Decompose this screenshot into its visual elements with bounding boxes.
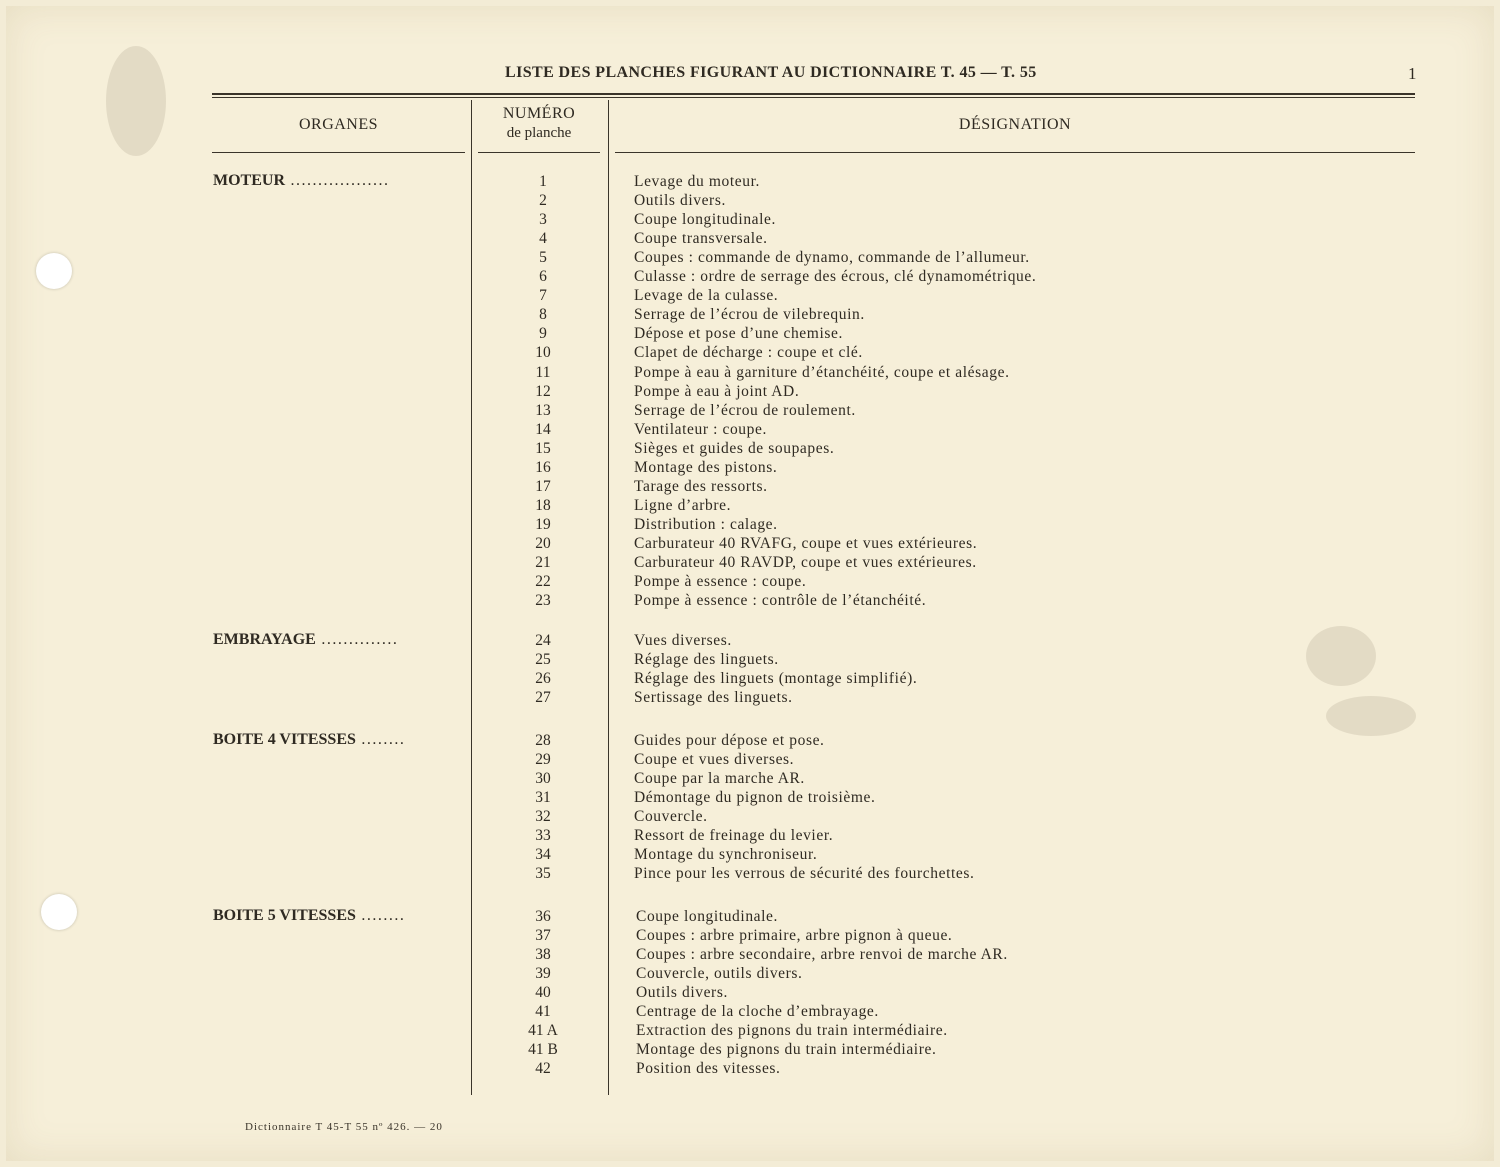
section-label: MOTEUR xyxy=(213,172,285,189)
planche-designation: Coupe longitudinale. xyxy=(634,211,777,229)
header-bottom-rule xyxy=(478,152,600,153)
planche-designation: Levage de la culasse. xyxy=(634,287,779,305)
header-rule-thin xyxy=(212,97,1415,98)
planche-number: 3 xyxy=(539,211,547,229)
planche-number: 13 xyxy=(535,401,551,419)
header-bottom-rule xyxy=(615,152,1415,153)
planche-designation: Outils divers. xyxy=(636,984,728,1002)
planche-designation: Ventilateur : coupe. xyxy=(634,420,767,438)
planche-number: 9 xyxy=(539,325,547,343)
planche-number: 15 xyxy=(535,439,551,457)
punch-hole-bottom xyxy=(41,894,77,930)
column-header-designation: DÉSIGNATION xyxy=(958,116,1072,133)
column-header-organes: ORGANES xyxy=(298,116,379,133)
leader-dots: .............. xyxy=(315,631,399,648)
planche-designation: Clapet de décharge : coupe et clé. xyxy=(634,344,863,362)
planche-designation: Pince pour les verrous de sécurité des fourchettes. xyxy=(634,865,975,883)
planche-designation: Levage du moteur. xyxy=(634,173,760,190)
planche-number: 16 xyxy=(535,458,551,476)
planche-designation: Montage des pignons du train intermédiaire. xyxy=(636,1041,937,1059)
planche-designation: Outils divers. xyxy=(634,192,726,210)
planche-number: 7 xyxy=(539,287,547,305)
age-stain xyxy=(1326,696,1416,736)
planche-number: 36 xyxy=(535,908,551,925)
planche-designation: Coupes : arbre primaire, arbre pignon à queue. xyxy=(636,927,953,945)
section-name xyxy=(213,631,463,649)
column-divider xyxy=(608,100,609,1095)
planche-number: 42 xyxy=(535,1060,551,1078)
planche-designation: Centrage de la cloche d’embrayage. xyxy=(636,1003,879,1021)
section-label: BOITE 4 VITESSES xyxy=(213,731,356,748)
planche-designation: Carburateur 40 RVAFG, coupe et vues extérieures. xyxy=(634,534,978,552)
planche-designation: Extraction des pignons du train intermédiaire. xyxy=(636,1022,948,1040)
planche-designation: Position des vitesses. xyxy=(636,1060,781,1078)
column-divider xyxy=(471,100,472,1095)
planche-number: 20 xyxy=(535,534,551,552)
planche-number: 24 xyxy=(535,632,551,649)
planche-designation: Carburateur 40 RAVDP, coupe et vues extérieures. xyxy=(634,554,977,571)
planche-designation: Pompe à essence : contrôle de l’étanchéité. xyxy=(634,592,927,610)
planche-number: 5 xyxy=(539,249,547,267)
planche-designation: Sièges et guides de soupapes. xyxy=(634,439,835,457)
planche-designation: Montage des pistons. xyxy=(634,458,778,476)
planche-designation: Dépose et pose d’une chemise. xyxy=(634,325,843,343)
planche-designation: Démontage du pignon de troisième. xyxy=(634,789,876,807)
planche-number: 8 xyxy=(539,306,547,324)
planche-number: 18 xyxy=(535,496,551,514)
planche-designation: Coupe longitudinale. xyxy=(636,908,779,925)
planche-number: 10 xyxy=(535,344,551,362)
column-header-numero-sub: de planche xyxy=(506,125,572,141)
planche-designation: Vues diverses. xyxy=(634,632,732,649)
planche-number: 17 xyxy=(535,477,551,495)
planche-designation: Couvercle. xyxy=(634,808,708,826)
planche-number: 32 xyxy=(535,808,551,826)
age-stain xyxy=(106,46,166,156)
planche-number: 31 xyxy=(535,789,551,807)
planche-number: 2 xyxy=(539,192,547,210)
section-label: EMBRAYAGE xyxy=(213,631,316,648)
section-name xyxy=(213,731,463,749)
planche-designation: Coupes : commande de dynamo, commande de l’allumeur. xyxy=(634,249,1030,267)
leader-dots: ........ xyxy=(355,731,406,748)
planche-number: 29 xyxy=(535,751,551,769)
planche-number: 27 xyxy=(535,689,551,707)
planche-number: 21 xyxy=(535,554,551,571)
planche-number: 34 xyxy=(535,846,551,864)
column-header-numero: NUMÉRO xyxy=(502,105,576,122)
planche-designation: Réglage des linguets (montage simplifié). xyxy=(634,670,918,688)
planche-number: 30 xyxy=(535,770,551,788)
planche-number: 41 xyxy=(535,1003,551,1021)
planche-number: 14 xyxy=(535,420,551,438)
planche-number: 28 xyxy=(535,732,551,749)
section-name xyxy=(213,172,463,190)
footer-reference: Dictionnaire T 45-T 55 nº 426. — 20 xyxy=(245,1121,443,1133)
punch-hole-top xyxy=(36,253,72,289)
planche-number: 41 B xyxy=(528,1041,558,1059)
planche-designation: Serrage de l’écrou de roulement. xyxy=(634,401,856,419)
planche-designation: Ligne d’arbre. xyxy=(634,496,732,514)
planche-number: 12 xyxy=(535,382,551,400)
planche-designation: Pompe à essence : coupe. xyxy=(634,573,807,591)
planche-designation: Coupe par la marche AR. xyxy=(634,770,805,788)
planche-number: 19 xyxy=(535,515,551,533)
planche-number: 33 xyxy=(535,827,551,845)
leader-dots: ........ xyxy=(355,907,406,924)
planche-designation: Guides pour dépose et pose. xyxy=(634,732,825,749)
planche-number: 41 A xyxy=(528,1022,558,1040)
planche-number: 4 xyxy=(539,230,547,248)
planche-number: 25 xyxy=(535,651,551,669)
section-label: BOITE 5 VITESSES xyxy=(213,907,356,924)
planche-number: 26 xyxy=(535,670,551,688)
planche-designation: Ressort de freinage du levier. xyxy=(634,827,834,845)
planche-designation: Coupe transversale. xyxy=(634,230,768,248)
planche-designation: Pompe à eau à garniture d’étanchéité, coupe et alésage. xyxy=(634,363,1010,381)
planche-number: 40 xyxy=(535,984,551,1002)
planche-designation: Coupe et vues diverses. xyxy=(634,751,795,769)
planche-designation: Montage du synchroniseur. xyxy=(634,846,818,864)
section-name xyxy=(213,907,463,925)
planche-number: 6 xyxy=(539,268,547,286)
planche-designation: Culasse : ordre de serrage des écrous, clé dynamométrique. xyxy=(634,268,1037,286)
page-number: 1 xyxy=(1408,64,1417,83)
age-stain xyxy=(1306,626,1376,686)
planche-number: 35 xyxy=(535,865,551,883)
planche-number: 22 xyxy=(535,573,551,591)
planche-designation: Serrage de l’écrou de vilebrequin. xyxy=(634,306,865,324)
header-rule xyxy=(212,93,1415,95)
header-bottom-rule xyxy=(212,152,465,153)
planche-designation: Sertissage des linguets. xyxy=(634,689,793,707)
planche-designation: Distribution : calage. xyxy=(634,515,778,533)
planche-number: 39 xyxy=(535,965,551,983)
planche-designation: Pompe à eau à joint AD. xyxy=(634,382,800,400)
planche-number: 23 xyxy=(535,592,551,610)
planche-number: 38 xyxy=(535,946,551,964)
planche-number: 37 xyxy=(535,927,551,945)
planche-designation: Tarage des ressorts. xyxy=(634,477,768,495)
planche-number: 1 xyxy=(539,173,547,190)
planche-number: 11 xyxy=(535,363,551,381)
planche-designation: Couvercle, outils divers. xyxy=(636,965,803,983)
planche-designation: Coupes : arbre secondaire, arbre renvoi de marche AR. xyxy=(636,946,1008,964)
page-title: LISTE DES PLANCHES FIGURANT AU DICTIONNAIRE T. 45 — T. 55 xyxy=(505,64,1037,81)
leader-dots: .................. xyxy=(285,172,390,189)
planche-designation: Réglage des linguets. xyxy=(634,651,779,669)
